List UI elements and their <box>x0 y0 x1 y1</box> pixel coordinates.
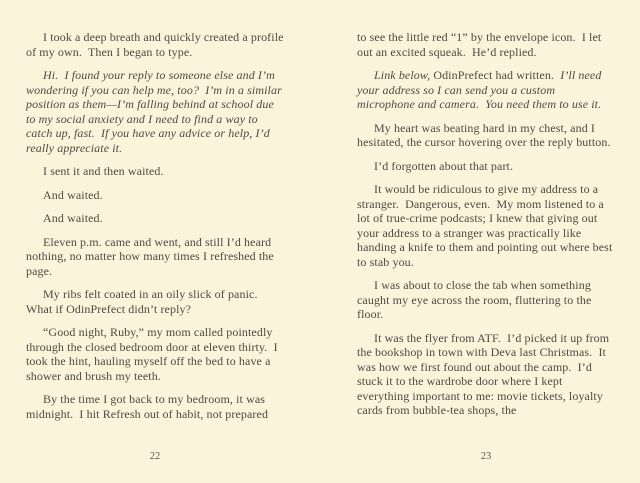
paragraph <box>357 182 615 269</box>
paragraph <box>26 68 284 155</box>
paragraph <box>26 30 287 59</box>
text-segment: I’ll need your address so I can send you a custom microphone and camera. You need them to use it. <box>357 68 605 111</box>
paragraph <box>26 188 284 203</box>
text-segment: I took a deep breath and quickly created a profile of my own. Then I began to type. <box>26 30 287 59</box>
text-segment: “Good night, Ruby,” my mom called pointedly through the closed bedroom door at eleven thirty. I took the hint, hauling myself off the bed to have a shower and brush my teeth. <box>26 325 281 383</box>
paragraph <box>357 121 615 150</box>
paragraph <box>26 325 284 383</box>
text-segment: It was the flyer from ATF. I’d picked it up from the bookshop in town with Deva last Christmas. It was how we first found out about the camp. I’d stuck it to the wardrobe door where I kept everything important to me: movie tickets, loyalty cards from bubble-tea shops, the <box>357 330 613 417</box>
paragraph <box>26 287 284 316</box>
page-text-left <box>26 30 287 430</box>
text-segment: Link below, <box>374 68 431 82</box>
text-segment: By the time I got back to my bedroom, it was midnight. I hit Refresh out of habit, not prepared <box>26 392 269 421</box>
text-segment: My heart was beating hard in my chest, and I hesitated, the cursor hovering over the reply button. <box>357 120 611 149</box>
text-segment: My ribs felt coated in an oily slick of panic. What if OdinPrefect didn’t reply? <box>26 287 264 316</box>
paragraph <box>26 235 284 279</box>
text-segment: I’d forgotten about that part. <box>374 158 514 173</box>
page-number-right: 23 <box>480 451 492 462</box>
paragraph <box>26 211 284 226</box>
text-segment: to see the little red “1” by the envelope icon. I let out an excited squeak. He’d replied. <box>357 30 605 59</box>
text-segment: I sent it and then waited. <box>43 164 164 178</box>
text-segment: I was about to close the tab when something caught my eye across the room, fluttering to the floor. <box>357 278 595 321</box>
text-segment: It would be ridiculous to give my address to a stranger. Dangerous, even. My mom listened to a lot of true-crime podcasts; I knew that giving out your address to a stranger was practically like handing a knife to them and pointing out where best to stab you. <box>357 182 616 269</box>
paragraph <box>357 159 615 174</box>
paragraph <box>357 278 615 322</box>
text-segment: And waited. <box>43 211 103 225</box>
paragraph <box>357 68 615 112</box>
text-segment: OdinPrefect had written. <box>430 68 561 82</box>
text-segment: Hi. I found your reply to someone else and I’m wondering if you can help me, too? I’m in a similar position as them—I’m falling behind at school due to my social anxiety and I need to find a way to catch up, fast. If you have any advice or help, I’d really appreciate it. <box>26 68 285 155</box>
paragraph <box>357 30 615 59</box>
paragraph <box>26 392 284 421</box>
paragraph <box>357 331 615 418</box>
text-segment: Eleven p.m. came and went, and still I’d heard nothing, no matter how many times I refreshed the page. <box>26 234 277 278</box>
paragraph <box>26 164 284 179</box>
book-page-right <box>320 0 640 483</box>
text-segment: And waited. <box>43 187 103 202</box>
page-number-left: 22 <box>149 451 161 462</box>
page-text-right <box>357 30 615 427</box>
